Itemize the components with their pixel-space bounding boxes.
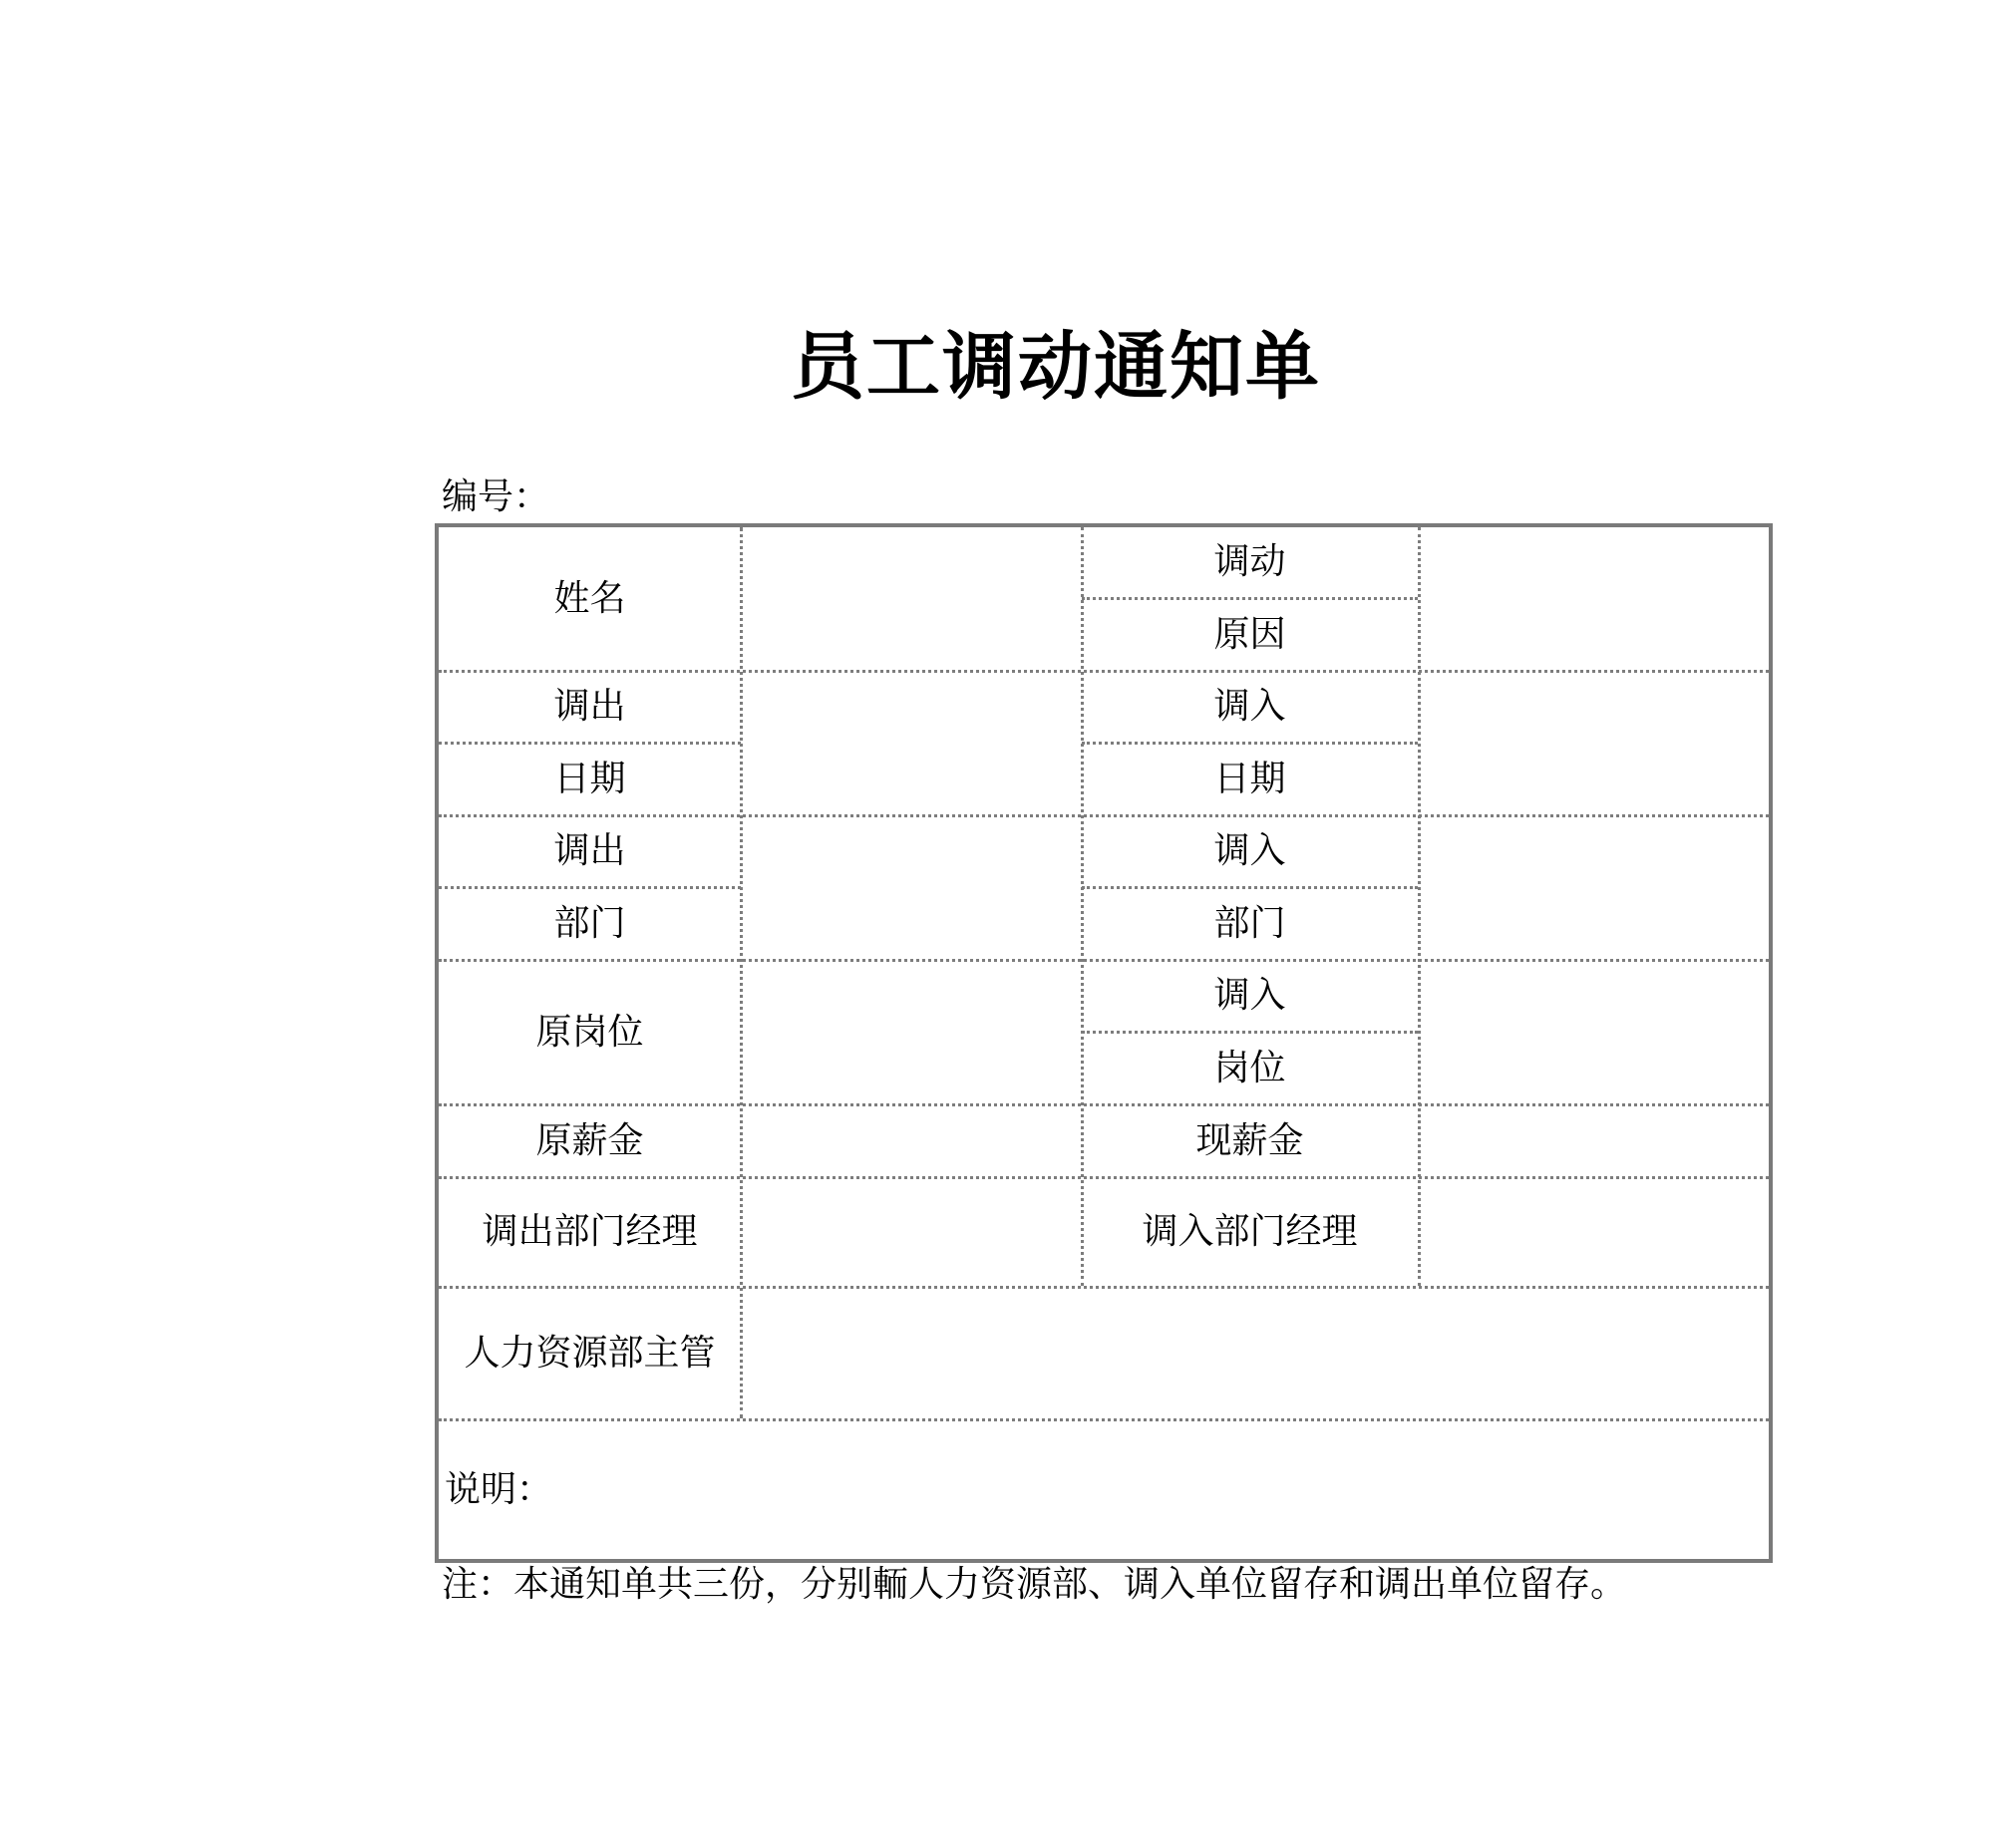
- footnote: 注：本通知单共三份，分别輀人力资源部、调入单位留存和调出单位留存。: [442, 1564, 1627, 1605]
- original-salary-field[interactable]: [743, 1105, 1081, 1176]
- out-date-label-line1: 调出: [553, 686, 626, 727]
- hr-supervisor-signature[interactable]: [743, 1288, 1769, 1418]
- in-dept-field[interactable]: [1421, 816, 1769, 959]
- transfer-reason-field[interactable]: [1421, 527, 1769, 670]
- original-salary-label: 原薪金: [535, 1119, 644, 1161]
- serial-number-label: 编号：: [442, 476, 550, 517]
- new-salary-label: 现薪金: [1195, 1119, 1304, 1161]
- out-date-label-line2: 日期: [553, 758, 626, 799]
- name-label: 姓名: [553, 577, 626, 619]
- in-date-field[interactable]: [1421, 672, 1769, 814]
- new-post-field[interactable]: [1421, 961, 1769, 1103]
- in-date-label-line2: 日期: [1213, 758, 1286, 799]
- name-field[interactable]: [743, 527, 1081, 670]
- out-dept-field[interactable]: [743, 816, 1081, 959]
- in-dept-label-line1: 调入: [1213, 830, 1286, 871]
- in-dept-manager-label: 调入部门经理: [1142, 1211, 1358, 1252]
- new-post-label-line1: 调入: [1213, 975, 1286, 1016]
- form-title: 员工调动通知单: [791, 324, 1321, 410]
- hr-supervisor-label: 人力资源部主管: [464, 1332, 716, 1374]
- new-post-label-line2: 岗位: [1213, 1047, 1286, 1088]
- out-dept-label-line1: 调出: [553, 830, 626, 871]
- remarks-label: 说明：: [445, 1468, 553, 1510]
- new-salary-field[interactable]: [1421, 1105, 1769, 1176]
- in-date-label-line1: 调入: [1213, 686, 1286, 727]
- in-dept-label-line2: 部门: [1213, 902, 1286, 944]
- out-dept-manager-signature[interactable]: [743, 1178, 1081, 1286]
- in-dept-manager-signature[interactable]: [1421, 1178, 1769, 1286]
- transfer-reason-label-line2: 原因: [1213, 613, 1286, 655]
- transfer-reason-label-line1: 调动: [1213, 541, 1286, 582]
- out-date-field[interactable]: [743, 672, 1081, 814]
- original-post-field[interactable]: [743, 961, 1081, 1103]
- out-dept-label-line2: 部门: [553, 902, 626, 944]
- out-dept-manager-label: 调出部门经理: [482, 1211, 698, 1252]
- original-post-label: 原岗位: [535, 1011, 644, 1053]
